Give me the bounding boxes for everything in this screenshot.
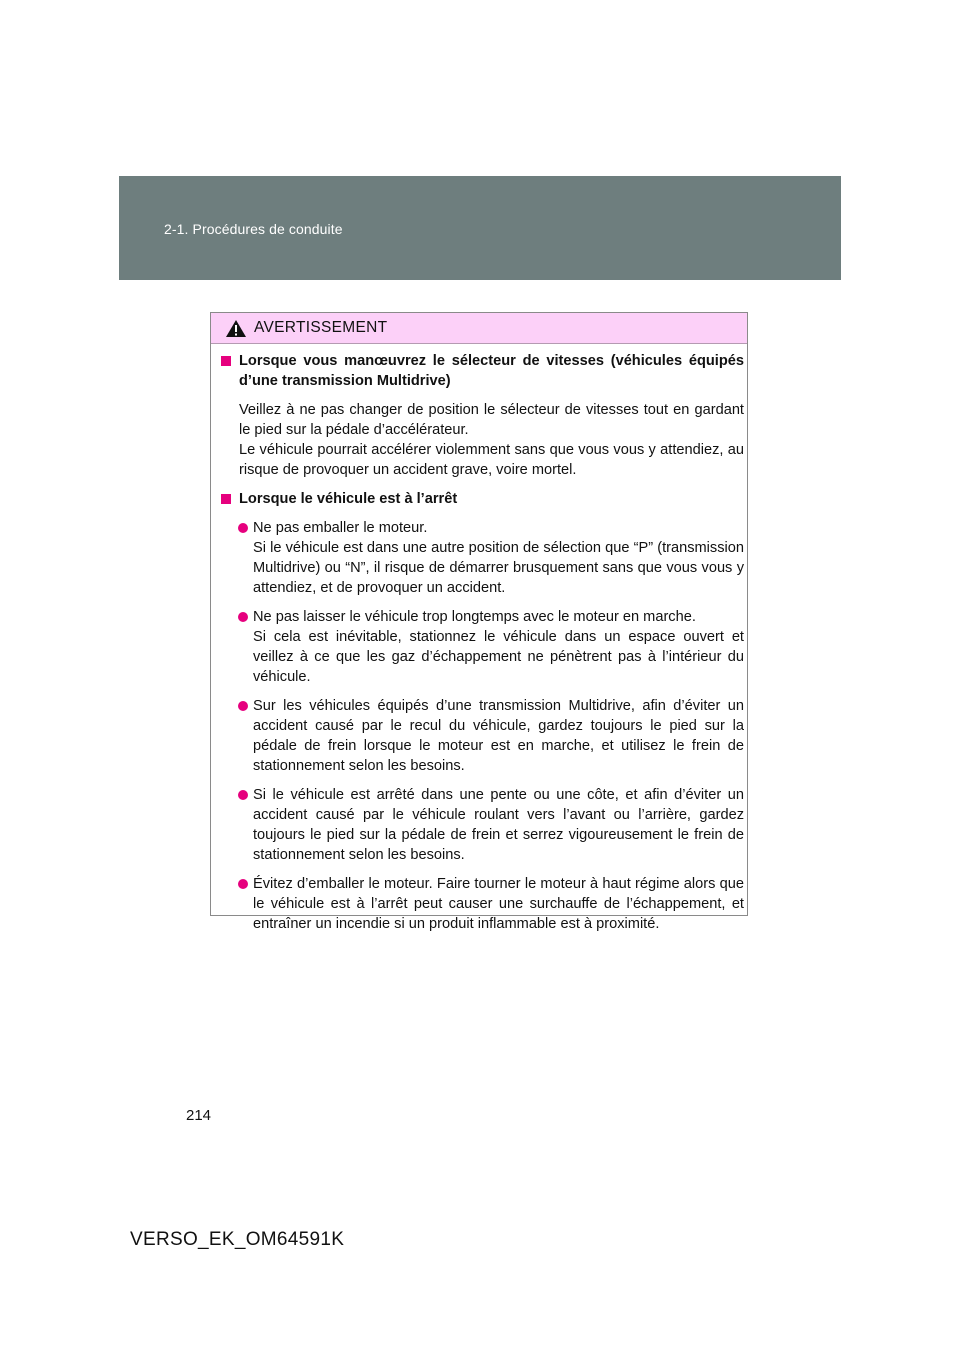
- warning-title: AVERTISSEMENT: [254, 319, 388, 336]
- block-heading: [221, 351, 744, 391]
- list-item-line: Évitez d’emballer le moteur. Faire tourner le moteur à haut régime alors que le véhicule est à l’arrêt peut causer une surchauffe de l’échappement, et entraîner un incendie si un produit inflammable est à proximité.: [253, 876, 744, 932]
- list-item: [221, 607, 744, 687]
- document-code: VERSO_EK_OM64591K: [130, 1229, 345, 1250]
- list-item-line: Si le véhicule est arrêté dans une pente ou une côte, et afin d’éviter un accident causé par le véhicule roulant vers l’avant ou l’arrière, gardez toujours le pied sur la pédale de frein et serrez vigoureusement le frein de stationnement selon les besoins.: [253, 787, 744, 863]
- warning-header: [211, 313, 747, 344]
- paragraph-line: Veillez à ne pas changer de position le sélecteur de vitesses tout en gardant le pied sur la pédale d’accélérateur.: [239, 402, 744, 438]
- warning-content: [221, 351, 744, 943]
- list-item-line: Sur les véhicules équipés d’une transmission Multidrive, afin d’éviter un accident causé par le recul du véhicule, gardez toujours le pied sur la pédale de frein lorsque le moteur est en marche, et utilisez le frein de stationnement selon les besoins.: [253, 698, 744, 774]
- round-bullet-icon: [238, 612, 248, 622]
- list-item: [221, 696, 744, 776]
- list-item: [221, 785, 744, 865]
- round-bullet-icon: [238, 701, 248, 711]
- page-number: 214: [186, 1107, 212, 1124]
- list-item: [221, 518, 744, 598]
- warning-box: [210, 312, 748, 932]
- round-bullet-icon: [238, 523, 248, 533]
- round-bullet-icon: [238, 879, 248, 889]
- round-bullet-icon: [238, 790, 248, 800]
- heading-text: Lorsque vous manœuvrez le sélecteur de vitesses (véhicules équipés d’une transmission Multidrive): [239, 353, 744, 389]
- square-bullet-icon: [221, 356, 231, 366]
- header-band: [119, 176, 841, 280]
- section-title: 2-1. Procédures de conduite: [164, 221, 343, 237]
- list-item: [221, 874, 744, 934]
- block-heading: [221, 489, 744, 509]
- list-item-line: Ne pas emballer le moteur.: [253, 520, 428, 536]
- warning-triangle-icon: [225, 319, 247, 338]
- list-item-line: Si le véhicule est dans une autre position de sélection que “P” (transmission Multidrive) ou “N”, il risque de démarrer brusquement sans que vous vous y attendiez, et de provoquer un accident.: [253, 540, 744, 596]
- paragraph: [221, 400, 744, 480]
- square-bullet-icon: [221, 494, 231, 504]
- heading-text: Lorsque le véhicule est à l’arrêt: [239, 491, 458, 507]
- paragraph-line: Le véhicule pourrait accélérer violemment sans que vous vous y attendiez, au risque de provoquer un accident grave, voire mortel.: [239, 442, 744, 478]
- list-item-line: Ne pas laisser le véhicule trop longtemps avec le moteur en marche.: [253, 609, 696, 625]
- list-item-line: Si cela est inévitable, stationnez le véhicule dans un espace ouvert et veillez à ce que les gaz d’échappement ne pénètrent pas à l’intérieur du véhicule.: [253, 629, 744, 685]
